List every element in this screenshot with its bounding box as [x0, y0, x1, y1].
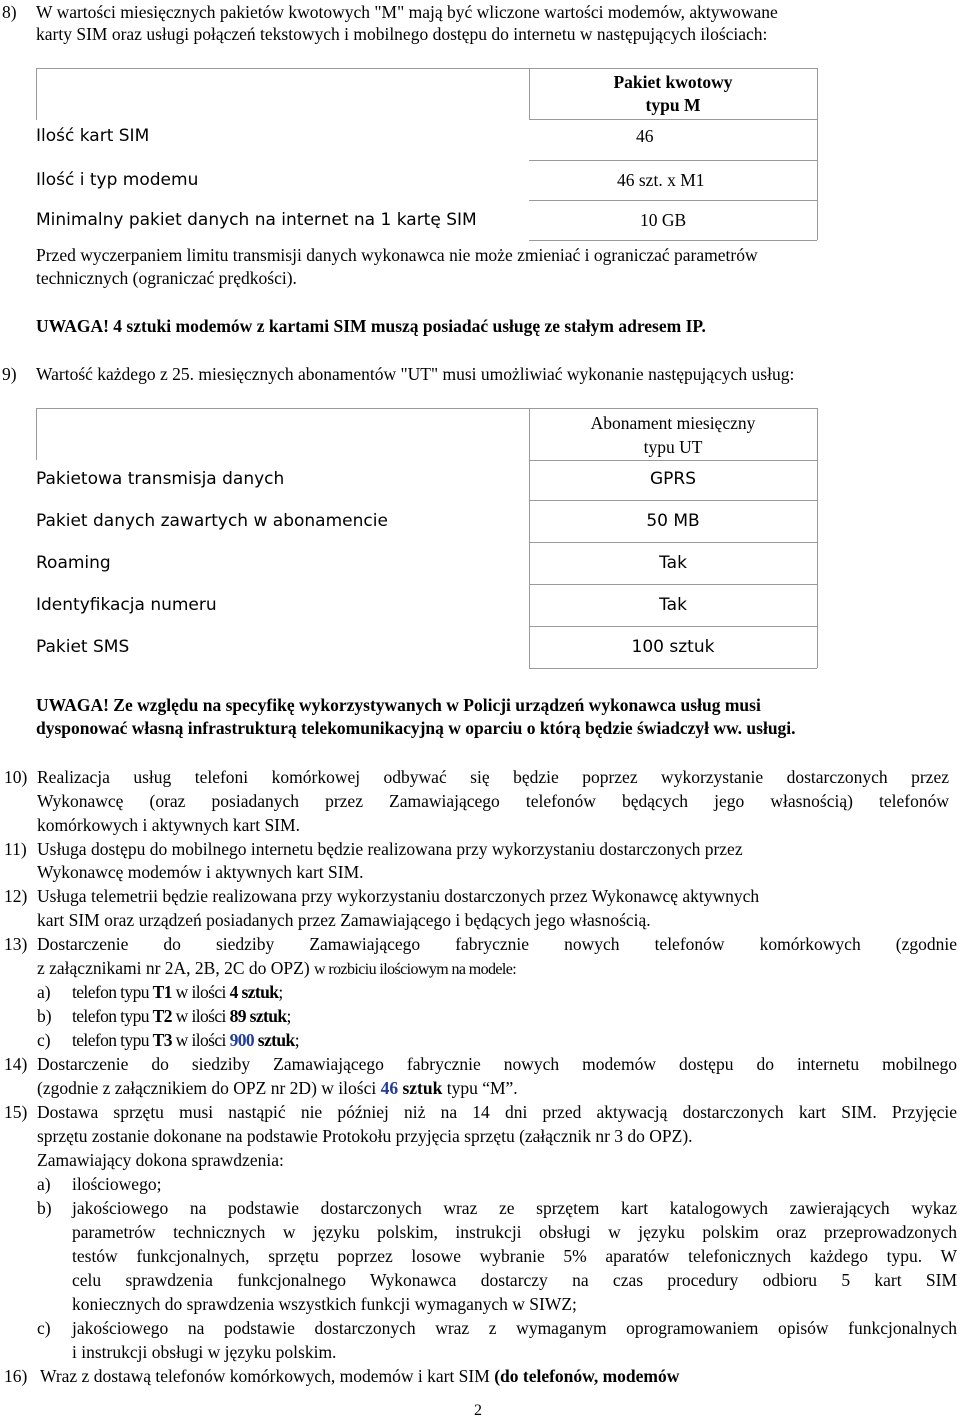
s8-row-value: 10 GB — [640, 210, 687, 230]
s15-line1: Dostawa sprzętu musi nastąpić nie później niż na 14 dni przed aktywacją dostarczonych kart SIM. Przyjęcie — [37, 1102, 957, 1122]
s8-row-value: 46 — [636, 126, 654, 146]
s13-line2-start: z załącznikami nr 2A, 2B, 2C do OPZ) — [37, 958, 315, 978]
s14-number: 14) — [4, 1054, 28, 1074]
s13-item: telefon typu T2 w ilości 89 sztuk; — [72, 1006, 291, 1026]
s8-note-line1: Przed wyczerpaniem limitu transmisji danych wykonawca nie może zmieniać i ograniczać parametrów — [36, 245, 758, 265]
s10-line2: Wykonawcę (oraz posiadanych przez Zamawiającego telefonów będących jego własnością) telefonów — [37, 791, 949, 811]
s15-b-letter: b) — [37, 1198, 52, 1218]
s8-row-label: Ilość i typ modemu — [36, 170, 199, 190]
s9-row-value: GPRS — [649, 469, 697, 489]
s8-row-label: Ilość kart SIM — [36, 126, 150, 146]
s8-row-value: 46 szt. x M1 — [617, 170, 705, 190]
s9-row-label: Roaming — [36, 553, 111, 573]
s15-c-line: i instrukcji obsługi w języku polskim. — [72, 1342, 337, 1362]
s11-number: 11) — [4, 839, 27, 859]
s11-line1: Usługa dostępu do mobilnego internetu będzie realizowana przy wykorzystaniu dostarczonych przez — [37, 839, 743, 859]
s16-line1: Wraz z dostawą telefonów komórkowych, modemów i kart SIM (do telefonów, modemów — [40, 1366, 680, 1386]
s8-warning-label: UWAGA! — [36, 316, 109, 336]
s15-line2: sprzętu zostanie dokonane na podstawie Protokołu przyjęcia sprzętu (załącznik nr 3 do OPZ). — [37, 1126, 693, 1146]
s15-b-line: parametrów technicznych w języku polskim, instrukcji obsługi w języku polskim oraz przeprowadzonych — [72, 1222, 957, 1242]
s10-line3: komórkowych i aktywnych kart SIM. — [37, 815, 300, 835]
s9-row-value: Tak — [659, 595, 687, 615]
s9-table-header-line1: Abonament miesięczny — [590, 413, 756, 433]
s15-c-letter: c) — [37, 1318, 51, 1338]
s9-warning-label: UWAGA! — [36, 695, 109, 715]
s15-line3: Zamawiający dokona sprawdzenia: — [37, 1150, 284, 1170]
s9-text-line1: Wartość każdego z 25. miesięcznych abonamentów "UT" musi umożliwiać wykonanie następujących usług: — [36, 364, 795, 384]
s9-warning-line2: dysponować własną infrastrukturą telekomunikacyjną w oparciu o którą będzie świadczył ww. usługi. — [36, 718, 796, 738]
s13-number: 13) — [4, 934, 28, 954]
s9-row-label: Pakiet SMS — [36, 637, 130, 657]
s12-line2: kart SIM oraz urządzeń posiadanych przez Zamawiającego i będących jego własnością. — [37, 910, 651, 930]
s10-number: 10) — [4, 767, 28, 787]
s8-row-label: Minimalny pakiet danych na internet na 1 kartę SIM — [36, 210, 477, 230]
s13-line2 — [37, 958, 516, 979]
s15-b-line: celu sprawdzenia funkcjonalnego Wykonawca dostarczy na czas procedury odbioru 5 kart SIM — [72, 1270, 957, 1290]
s9-row-value: Tak — [659, 553, 687, 573]
s8-warning — [36, 316, 706, 337]
s8-number: 8) — [2, 2, 17, 22]
s15-number: 15) — [4, 1102, 28, 1122]
s8-warning-text: 4 sztuki modemów z kartami SIM muszą posiadać usługę ze stałym adresem IP. — [108, 316, 706, 336]
s15-b-line: koniecznych do sprawdzenia wszystkich funkcji wymaganych w SIWZ; — [72, 1294, 577, 1314]
s9-table-header-line2: typu UT — [643, 437, 703, 457]
s9-row-label: Pakietowa transmisja danych — [36, 469, 285, 489]
s8-text-line2: karty SIM oraz usługi połączeń tekstowych i mobilnego dostępu do internetu w następujących ilościach: — [36, 24, 768, 44]
s9-row-value: 50 MB — [646, 511, 700, 531]
s13-line1: Dostarczenie do siedziby Zamawiającego fabrycznie nowych telefonów komórkowych (zgodnie — [37, 934, 957, 954]
s13-item: telefon typu T1 w ilości 4 sztuk; — [72, 982, 283, 1002]
s15-a-text: ilościowego; — [72, 1174, 162, 1194]
s15-b-line: testów funkcjonalnych, sprzętu poprzez losowe wybranie 5% aparatów telefonicznych każdego typu. W — [72, 1246, 957, 1266]
s9-number: 9) — [2, 364, 17, 384]
s9-row-label: Pakiet danych zawartych w abonamencie — [36, 511, 388, 531]
s13-item-letter: a) — [37, 982, 51, 1002]
s14-line1: Dostarczenie do siedziby Zamawiającego fabrycznie nowych modemów dostępu do internetu mobilnego — [37, 1054, 957, 1074]
s12-line1: Usługa telemetrii będzie realizowana przy wykorzystaniu dostarczonych przez Wykonawcę aktywnych — [37, 886, 760, 906]
s15-a-letter: a) — [37, 1174, 51, 1194]
s8-table-header-line2: typu M — [645, 95, 701, 115]
s8-note-line2: technicznych (ograniczać prędkości). — [36, 268, 297, 288]
s8-text-line1: W wartości miesięcznych pakietów kwotowych "M" mają być wliczone wartości modemów, aktywowane — [36, 2, 778, 22]
s15-c-line: jakościowego na podstawie dostarczonych wraz z wymaganym oprogramowaniem opisów funkcjonalnych — [72, 1318, 957, 1338]
s9-row-label: Identyfikacja numeru — [36, 595, 217, 615]
s8-table-header-line1: Pakiet kwotowy — [613, 72, 733, 92]
s10-line1: Realizacja usług telefoni komórkowej odbywać się będzie poprzez wykorzystanie dostarczonych przez — [37, 767, 949, 787]
s13-line2-end: w rozbiciu ilościowym na modele: — [314, 961, 517, 978]
s14-line2: (zgodnie z załącznikiem do OPZ nr 2D) w ilości 46 sztuk typu “M”. — [37, 1078, 518, 1098]
s9-warning-line1 — [36, 695, 761, 716]
s13-item: telefon typu T3 w ilości 900 sztuk; — [72, 1030, 299, 1050]
s9-warning-text: Ze względu na specyfikę wykorzystywanych w Policji urządzeń wykonawca usług musi — [108, 695, 761, 715]
page-number: 2 — [474, 1402, 482, 1419]
s9-row-value: 100 sztuk — [631, 637, 715, 657]
s13-item-letter: b) — [37, 1006, 52, 1026]
s12-number: 12) — [4, 886, 28, 906]
s15-b-line: jakościowego na podstawie dostarczonych wraz ze sprzętem kart katalogowych zawierających wykaz — [72, 1198, 957, 1218]
s16-number: 16) — [4, 1366, 28, 1386]
s13-item-letter: c) — [37, 1030, 51, 1050]
s11-line2: Wykonawcę modemów i aktywnych kart SIM. — [37, 862, 364, 882]
